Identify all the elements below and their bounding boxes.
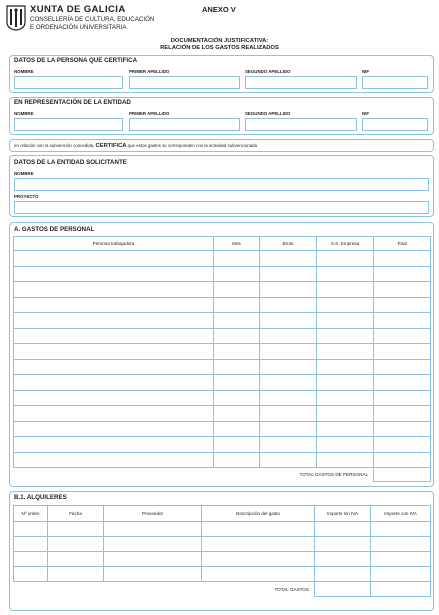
representation-surname2-label: SEGUNDO APELLIDO — [245, 111, 291, 116]
entity-section — [9, 155, 434, 217]
certifier-name-label: NOMBRE — [14, 69, 34, 74]
personnel-table-cell[interactable] — [260, 452, 317, 468]
rentals-col-amount-no-vat: Importe sin IVA — [315, 506, 371, 522]
representation-surname2-field[interactable] — [245, 118, 357, 131]
personnel-table-cell[interactable] — [317, 282, 374, 298]
department-line-1: CONSELLERÍA DE CULTURA, EDUCACIÓN — [30, 16, 155, 23]
certifier-nif-label: NIF — [362, 69, 370, 74]
personnel-table-row — [14, 313, 431, 329]
rentals-table-cell[interactable] — [104, 552, 202, 567]
personnel-table-cell[interactable] — [374, 390, 431, 406]
personnel-table-row — [14, 266, 431, 282]
personnel-rows — [14, 251, 431, 468]
personnel-table-cell[interactable] — [214, 452, 260, 468]
rentals-section — [9, 491, 434, 611]
certifier-name-field[interactable] — [14, 76, 123, 89]
rentals-table-cell[interactable] — [104, 537, 202, 552]
personnel-table-cell[interactable] — [374, 344, 431, 360]
personnel-table-cell[interactable] — [260, 344, 317, 360]
rentals-table-cell[interactable] — [315, 522, 371, 537]
personnel-table-cell[interactable] — [214, 421, 260, 437]
personnel-table-cell[interactable] — [317, 297, 374, 313]
rentals-table-cell[interactable] — [48, 552, 104, 567]
personnel-table-cell[interactable] — [317, 313, 374, 329]
personnel-table-cell[interactable] — [14, 375, 214, 391]
personnel-table-cell[interactable] — [317, 328, 374, 344]
rentals-heading: B.1. ALQUILERES — [14, 494, 67, 501]
personnel-table-cell[interactable] — [317, 452, 374, 468]
department-line-2: E ORDENACIÓN UNIVERSITARIA — [30, 23, 127, 31]
personnel-table-cell[interactable] — [214, 282, 260, 298]
personnel-table-cell[interactable] — [14, 266, 214, 282]
representation-heading: EN REPRESENTACIÓN DE LA ENTIDAD — [14, 99, 131, 106]
representation-section — [9, 97, 434, 135]
personnel-table-cell[interactable] — [14, 344, 214, 360]
personnel-table-cell[interactable] — [214, 359, 260, 375]
personnel-table-cell[interactable] — [14, 390, 214, 406]
personnel-table-cell[interactable] — [374, 359, 431, 375]
personnel-table-cell[interactable] — [214, 313, 260, 329]
rentals-table-cell[interactable] — [315, 537, 371, 552]
org-name: XUNTA DE GALICIA — [30, 4, 126, 15]
entity-name-field[interactable] — [14, 178, 429, 191]
document-title-line-2: RELACIÓN DE LOS GASTOS REALIZADOS — [160, 45, 279, 51]
personnel-col-social-security: S.S. Empresa — [317, 237, 374, 251]
personnel-table-cell[interactable] — [14, 359, 214, 375]
personnel-table-row — [14, 282, 431, 298]
rentals-table-cell[interactable] — [14, 567, 48, 582]
personnel-table-cell[interactable] — [214, 251, 260, 267]
personnel-table-cell[interactable] — [317, 390, 374, 406]
personnel-table-cell[interactable] — [317, 437, 374, 453]
certifier-section — [9, 55, 434, 93]
personnel-table-cell[interactable] — [374, 406, 431, 422]
personnel-table-row — [14, 452, 431, 468]
entity-project-field[interactable] — [14, 201, 429, 214]
entity-project-label: PROYECTO — [14, 194, 39, 199]
personnel-table-cell[interactable] — [14, 297, 214, 313]
department-name — [30, 16, 190, 31]
personnel-table-cell[interactable] — [260, 328, 317, 344]
personnel-table-cell[interactable] — [374, 437, 431, 453]
personnel-table-cell[interactable] — [317, 251, 374, 267]
personnel-table-cell[interactable] — [214, 266, 260, 282]
personnel-table-row — [14, 328, 431, 344]
rentals-table-cell[interactable] — [48, 567, 104, 582]
personnel-table-cell[interactable] — [260, 375, 317, 391]
personnel-table-cell[interactable] — [260, 390, 317, 406]
rentals-table-cell[interactable] — [371, 522, 431, 537]
personnel-heading: A. GASTOS DE PERSONAL — [14, 226, 95, 233]
rentals-table-cell[interactable] — [48, 522, 104, 537]
personnel-col-worker: Persona trabajadora — [14, 237, 214, 251]
rentals-table — [13, 505, 431, 597]
rentals-table-cell[interactable] — [14, 552, 48, 567]
personnel-table-cell[interactable] — [260, 437, 317, 453]
xunta-logo-icon — [6, 5, 26, 31]
rentals-table-cell[interactable] — [202, 522, 315, 537]
certification-keyword: CERTIFICA — [95, 143, 127, 149]
rentals-table-row — [14, 552, 431, 567]
personnel-table-cell[interactable] — [374, 421, 431, 437]
personnel-table-row — [14, 251, 431, 267]
personnel-table-cell[interactable] — [374, 452, 431, 468]
personnel-table-cell[interactable] — [14, 421, 214, 437]
rentals-col-order: Nº orden — [14, 506, 48, 522]
personnel-table-cell[interactable] — [260, 406, 317, 422]
personnel-table-cell[interactable] — [317, 421, 374, 437]
personnel-table-cell[interactable] — [14, 437, 214, 453]
rentals-col-supplier: Proveedor — [104, 506, 202, 522]
rentals-table-row — [14, 537, 431, 552]
personnel-table-row — [14, 375, 431, 391]
personnel-table-cell[interactable] — [374, 313, 431, 329]
certification-statement — [9, 139, 434, 152]
personnel-table-cell[interactable] — [14, 406, 214, 422]
personnel-table-cell[interactable] — [14, 452, 214, 468]
rentals-table-cell[interactable] — [315, 567, 371, 582]
personnel-table-cell[interactable] — [260, 297, 317, 313]
personnel-table — [13, 236, 431, 482]
rentals-total-no-vat[interactable] — [315, 582, 371, 597]
certifier-heading: DATOS DE LA PERSONA QUE CERTIFICA — [14, 57, 138, 64]
personnel-table-cell[interactable] — [374, 282, 431, 298]
representation-nif-field[interactable] — [362, 118, 428, 131]
entity-name-label: NOMBRE — [14, 171, 34, 176]
personnel-table-cell[interactable] — [317, 406, 374, 422]
certifier-surname2-field[interactable] — [245, 76, 357, 89]
personnel-table-cell[interactable] — [14, 313, 214, 329]
personnel-table-cell[interactable] — [260, 251, 317, 267]
certifier-nif-field[interactable] — [362, 76, 428, 89]
personnel-table-cell[interactable] — [317, 359, 374, 375]
certification-text-before: en relación con la subvención concedida, — [14, 143, 96, 148]
personnel-table-cell[interactable] — [214, 297, 260, 313]
rentals-rows — [14, 522, 431, 582]
personnel-table-cell[interactable] — [214, 344, 260, 360]
rentals-table-row — [14, 567, 431, 582]
personnel-table-cell[interactable] — [214, 328, 260, 344]
certifier-surname1-label: PRIMER APELLIDO — [129, 69, 170, 74]
rentals-table-cell[interactable] — [371, 567, 431, 582]
personnel-col-gross: Bruto — [260, 237, 317, 251]
personnel-col-month: Mes — [214, 237, 260, 251]
rentals-total-label: TOTAL GASTOS — [274, 586, 309, 592]
rentals-table-cell[interactable] — [202, 537, 315, 552]
personnel-table-cell[interactable] — [374, 328, 431, 344]
personnel-section — [9, 222, 434, 487]
personnel-table-cell[interactable] — [14, 251, 214, 267]
personnel-col-total: Total — [374, 237, 431, 251]
personnel-total-label: TOTAL GASTOS DE PERSONAL — [299, 472, 368, 478]
personnel-table-cell[interactable] — [317, 266, 374, 282]
document-title-line-1: DOCUMENTACIÓN JUSTIFICATIVA: — [170, 38, 269, 44]
rentals-table-cell[interactable] — [14, 537, 48, 552]
rentals-col-amount-vat: Importe con IVA — [371, 506, 431, 522]
personnel-table-row — [14, 421, 431, 437]
rentals-col-date: Fecha — [48, 506, 104, 522]
personnel-table-cell[interactable] — [260, 313, 317, 329]
personnel-table-cell[interactable] — [14, 282, 214, 298]
personnel-table-row — [14, 344, 431, 360]
personnel-table-cell[interactable] — [260, 421, 317, 437]
personnel-table-row — [14, 406, 431, 422]
rentals-table-cell[interactable] — [202, 552, 315, 567]
personnel-table-cell[interactable] — [214, 406, 260, 422]
rentals-col-description: Descripción del gasto — [202, 506, 315, 522]
personnel-table-cell[interactable] — [317, 375, 374, 391]
entity-heading: DATOS DE LA ENTIDAD SOLICITANTE — [14, 159, 127, 166]
rentals-table-row — [14, 522, 431, 537]
rentals-table-cell[interactable] — [104, 522, 202, 537]
personnel-table-row — [14, 359, 431, 375]
personnel-table-cell[interactable] — [260, 282, 317, 298]
representation-nif-label: NIF — [362, 111, 370, 116]
certifier-surname2-label: SEGUNDO APELLIDO — [245, 69, 291, 74]
personnel-total-value[interactable] — [374, 468, 431, 482]
personnel-table-row — [14, 390, 431, 406]
personnel-table-row — [14, 437, 431, 453]
personnel-table-row — [14, 297, 431, 313]
rentals-table-cell[interactable] — [371, 537, 431, 552]
rentals-table-cell[interactable] — [14, 522, 48, 537]
representation-surname1-field[interactable] — [129, 118, 240, 131]
certifier-surname1-field[interactable] — [129, 76, 240, 89]
personnel-table-cell[interactable] — [374, 251, 431, 267]
personnel-table-cell[interactable] — [374, 297, 431, 313]
rentals-table-cell[interactable] — [371, 552, 431, 567]
certification-text-after: que estos gastos se corresponden con la actividad subvencionada — [126, 143, 258, 148]
personnel-table-cell[interactable] — [260, 359, 317, 375]
personnel-table-cell[interactable] — [317, 344, 374, 360]
rentals-total-vat[interactable] — [371, 582, 431, 597]
rentals-table-cell[interactable] — [315, 552, 371, 567]
personnel-table-cell[interactable] — [374, 375, 431, 391]
personnel-table-cell[interactable] — [214, 390, 260, 406]
personnel-table-cell[interactable] — [14, 328, 214, 344]
personnel-table-cell[interactable] — [260, 266, 317, 282]
representation-surname1-label: PRIMER APELLIDO — [129, 111, 170, 116]
annex-label: ANEXO V — [202, 5, 236, 14]
representation-name-field[interactable] — [14, 118, 123, 131]
personnel-table-cell[interactable] — [374, 266, 431, 282]
certification-text — [14, 143, 257, 149]
personnel-table-cell[interactable] — [214, 437, 260, 453]
rentals-table-cell[interactable] — [202, 567, 315, 582]
representation-name-label: NOMBRE — [14, 111, 34, 116]
personnel-table-cell[interactable] — [214, 375, 260, 391]
rentals-table-cell[interactable] — [104, 567, 202, 582]
rentals-table-cell[interactable] — [48, 537, 104, 552]
